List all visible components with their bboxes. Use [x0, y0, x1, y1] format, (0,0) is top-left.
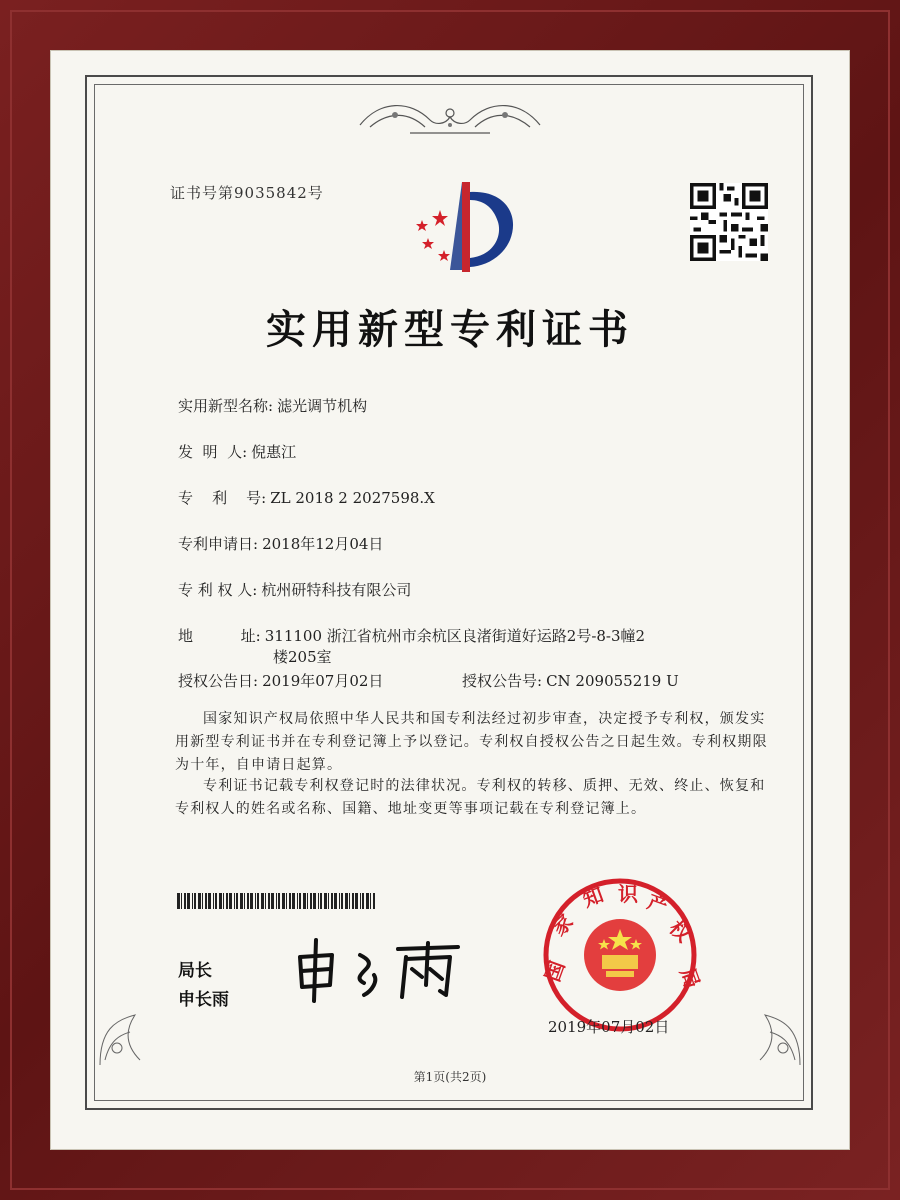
seal-char: 家 — [546, 909, 578, 941]
barcode-bar — [244, 893, 245, 909]
field-value: ZL 2018 2 2027598.X — [270, 489, 435, 507]
barcode-bar — [219, 893, 222, 909]
seal-char: 国 — [540, 957, 570, 985]
field-value: 滤光调节机构 — [277, 397, 368, 415]
certificate-title: 实用新型专利证书 — [266, 306, 634, 353]
field-label: 专利申请日: — [178, 535, 259, 553]
corner-ornament-icon — [95, 990, 175, 1070]
certificate-number: 证书号第9035842号 — [170, 184, 324, 202]
barcode-bar — [318, 893, 319, 909]
barcode-bar — [215, 893, 217, 909]
barcode-bar — [310, 893, 312, 909]
official-seal-stamp — [540, 875, 705, 1035]
seal-char: 局 — [675, 964, 705, 992]
body-paragraph: 专利证书记载专利权登记时的法律状况。专利权的转移、质押、无效、终止、恢复和专利权人的姓名或名称、国籍、地址变更等事项记载在专利登记簿上。 — [175, 778, 766, 817]
field-grant-number — [462, 670, 679, 691]
barcode-bar — [184, 893, 186, 909]
field-address-line2: 楼205室 — [273, 648, 332, 666]
field-label: 专 利 号: — [178, 489, 267, 507]
seal-char: 识 — [618, 882, 638, 906]
barcode-bar — [236, 893, 238, 909]
barcode-bar — [255, 893, 256, 909]
field-filing-date — [178, 533, 383, 554]
field-label: 发 明 人: — [178, 443, 248, 461]
barcode-bar — [313, 893, 316, 909]
handwritten-signature — [290, 935, 470, 1005]
barcode-bar — [276, 893, 277, 909]
barcode-bar — [250, 893, 253, 909]
barcode-bar — [355, 893, 358, 909]
field-label: 实用新型名称: — [178, 397, 274, 415]
corner-ornament-icon — [725, 990, 805, 1070]
barcode-bar — [205, 893, 207, 909]
field-label: 授权公告日: — [178, 672, 259, 690]
barcode-bar — [297, 893, 298, 909]
barcode-bar — [213, 893, 214, 909]
barcode-bar — [278, 893, 280, 909]
barcode-bar — [240, 893, 243, 909]
field-value: 2019年07月02日 — [262, 672, 384, 690]
barcode-bar — [366, 893, 369, 909]
field-value: 311100 浙江省杭州市余杭区良渚街道好运路2号-8-3幢2 — [264, 627, 646, 645]
barcode-bar — [349, 893, 350, 909]
barcode-bar — [192, 893, 193, 909]
barcode-bar — [339, 893, 340, 909]
seal-char: 知 — [579, 882, 607, 912]
barcode-bar — [202, 893, 203, 909]
barcode-icon — [177, 893, 377, 909]
field-label: 地 址: — [178, 627, 261, 645]
field-value: 2018年12月04日 — [262, 535, 384, 553]
seal-date: 2019年07月02日 — [548, 1018, 670, 1036]
field-value: 倪惠江 — [251, 443, 297, 461]
field-inventor — [178, 441, 296, 462]
seal-char: 权 — [664, 915, 696, 947]
patent-office-logo-icon — [400, 170, 530, 280]
field-grant-date — [178, 670, 383, 691]
barcode-bar — [370, 893, 371, 909]
barcode-bar — [234, 893, 235, 909]
barcode-bar — [373, 893, 375, 909]
field-utility-model-name — [178, 395, 367, 416]
page-footer: 第1页(共2页) — [413, 1070, 487, 1084]
barcode-bar — [303, 893, 306, 909]
field-address — [178, 625, 645, 646]
barcode-bar — [362, 893, 364, 909]
field-value: CN 209055219 U — [546, 672, 679, 690]
barcode-bar — [208, 893, 211, 909]
barcode-bar — [181, 893, 182, 909]
barcode-bar — [247, 893, 249, 909]
barcode-bar — [299, 893, 301, 909]
barcode-bar — [265, 893, 266, 909]
barcode-bar — [261, 893, 264, 909]
barcode-bar — [194, 893, 196, 909]
top-ornament-icon — [350, 95, 550, 140]
body-paragraph: 国家知识产权局依照中华人民共和国专利法经过初步审查，决定授予专利权，颁发实用新型专利证书并在专利登记簿上予以登记。专利权自授权公告之日起生效。专利权期限为十年，自申请日起算。 — [175, 711, 768, 773]
barcode-bar — [352, 893, 354, 909]
barcode-bar — [226, 893, 228, 909]
barcode-bar — [198, 893, 201, 909]
barcode-bar — [289, 893, 291, 909]
barcode-bar — [223, 893, 224, 909]
signatory-name: 申长雨 — [178, 990, 229, 1010]
barcode-bar — [345, 893, 348, 909]
field-patentee — [178, 579, 411, 600]
barcode-bar — [334, 893, 337, 909]
signatory-title: 局长 — [178, 961, 212, 981]
seal-char: 产 — [644, 889, 672, 919]
barcode-bar — [187, 893, 190, 909]
barcode-bar — [324, 893, 327, 909]
qr-code-icon — [690, 183, 768, 261]
barcode-bar — [257, 893, 259, 909]
field-value: 杭州研特科技有限公司 — [261, 581, 412, 599]
field-label: 专 利 权 人: — [178, 581, 258, 599]
field-patent-number — [178, 487, 435, 508]
barcode-bar — [331, 893, 333, 909]
field-label: 授权公告号: — [462, 672, 543, 690]
barcode-bar — [360, 893, 361, 909]
barcode-bar — [271, 893, 274, 909]
barcode-bar — [307, 893, 308, 909]
barcode-bar — [341, 893, 343, 909]
barcode-bar — [268, 893, 270, 909]
barcode-bar — [282, 893, 285, 909]
barcode-bar — [328, 893, 329, 909]
barcode-bar — [229, 893, 232, 909]
barcode-bar — [286, 893, 287, 909]
barcode-bar — [177, 893, 180, 909]
barcode-bar — [320, 893, 322, 909]
barcode-bar — [292, 893, 295, 909]
